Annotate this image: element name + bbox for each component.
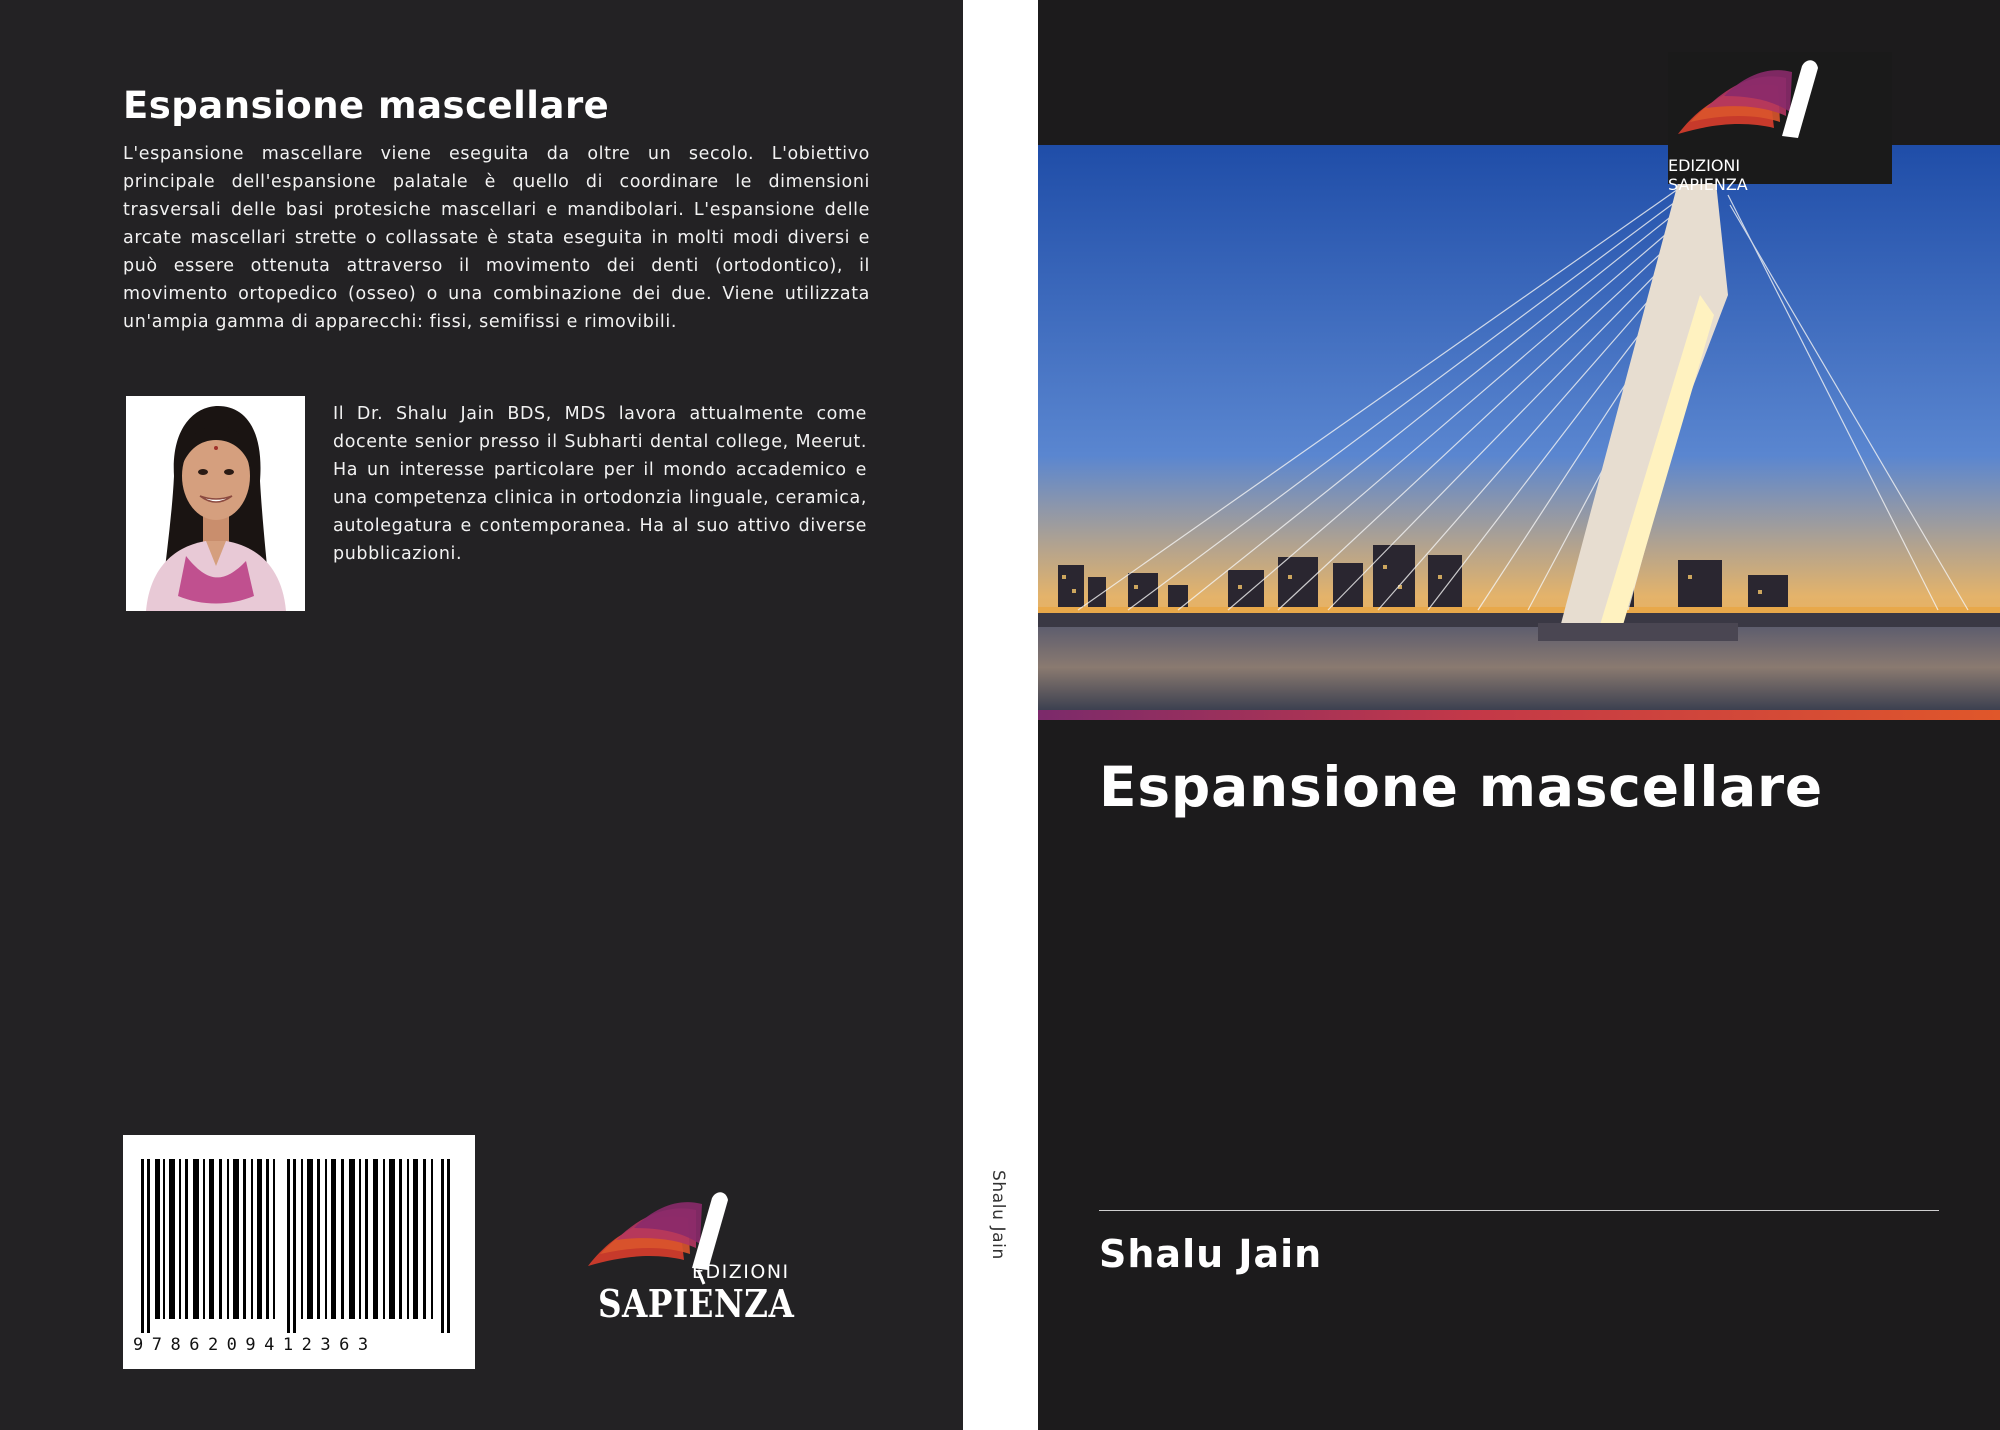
publisher-book-quill-icon bbox=[1668, 52, 1892, 152]
author-photo bbox=[126, 396, 305, 611]
front-cover-title: Espansione mascellare bbox=[1099, 755, 1824, 819]
barcode-bars-icon bbox=[139, 1159, 459, 1333]
front-cover-divider bbox=[1099, 1210, 1939, 1211]
spine-author: Shalu Jain bbox=[988, 1170, 1008, 1260]
isbn-digits: 9786209412363 bbox=[133, 1335, 377, 1355]
publisher-sapienza-label: SAPIENZA bbox=[1668, 175, 1748, 194]
cover-photo-bridge bbox=[1038, 145, 2000, 710]
publisher-edizioni-label: EDIZIONI bbox=[1668, 156, 1741, 175]
back-cover bbox=[0, 0, 963, 1430]
back-cover-title: Espansione mascellare bbox=[123, 84, 610, 127]
front-cover bbox=[1038, 0, 2000, 1430]
bridge-skyline-photo-icon bbox=[1038, 145, 2000, 710]
back-publisher-logo bbox=[588, 1188, 808, 1328]
cover-color-band bbox=[1038, 710, 2000, 720]
front-cover-author: Shalu Jain bbox=[1099, 1232, 1323, 1276]
front-publisher-logo bbox=[1668, 52, 1892, 194]
publisher-edizioni-label: EDIZIONI bbox=[692, 1261, 790, 1283]
author-bio: Il Dr. Shalu Jain BDS, MDS lavora attualmente come docente senior presso il Subharti dental college, Meerut. Ha un interesse particolare per il mondo accademico e una competenza clinica in ortodonzia linguale, ceramica, autolegatura e contemporanea. Ha al suo attivo diverse pubblicazioni. bbox=[333, 404, 867, 564]
back-cover-blurb: L'espansione mascellare viene eseguita da oltre un secolo. L'obiettivo principale dell'espansione palatale è quello di coordinare le dimensioni trasversali delle basi protesiche mascellari e mandibolari. L'espansione delle arcate mascellari strette o collassate è stata eseguita in molti modi diversi e può essere ottenuta attraverso il movimento dei denti (ortodontico), il movimento ortopedico (osseo) o una combinazione dei due. Viene utilizzata un'ampia gamma di apparecchi: fissi, semifissi e rimovibili. bbox=[123, 144, 870, 332]
publisher-sapienza-label: SAPIENZA bbox=[598, 1281, 795, 1326]
author-portrait-icon bbox=[126, 396, 305, 611]
isbn-barcode bbox=[123, 1135, 475, 1369]
